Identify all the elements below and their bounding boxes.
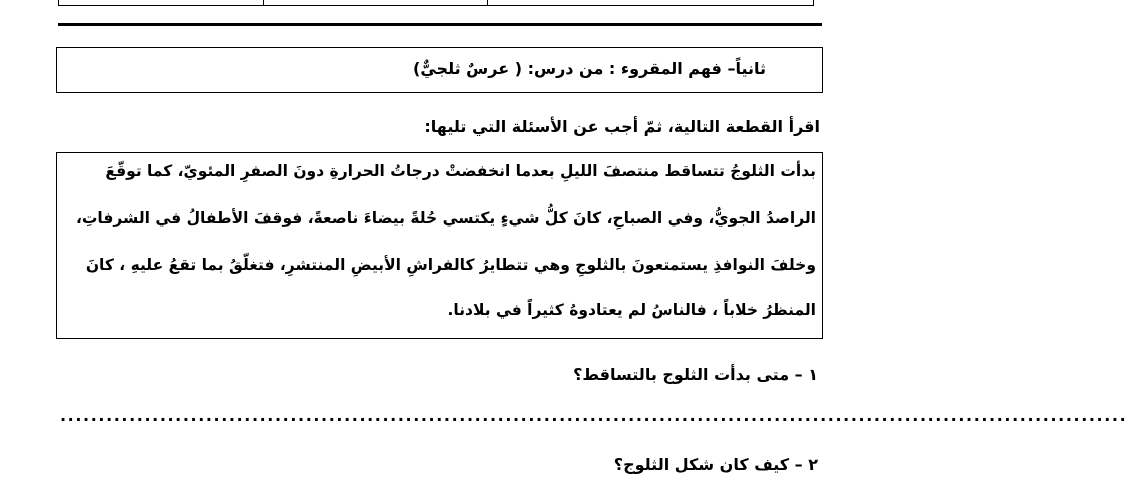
passage-line: بدأت الثلوجُ تتساقط منتصفَ الليلِ بعدما انخفضتْ درجاتُ الحرارةِ دونَ الصفرِ المئويّ، كما توقّعَ: [105, 162, 816, 180]
answer-dotted-line[interactable]: ...........................................................................................................................................: [60, 406, 1127, 425]
top-table-remnant: [58, 0, 814, 6]
section-heading-box: [56, 47, 823, 93]
reading-passage-box: [56, 152, 823, 339]
passage-line: الراصدُ الجويُّ، وفي الصباحِ، كانَ كلُّ شيءٍ يكتسي حُلةً بيضاءَ ناصعةً، فوقفَ الأطفالُ في الشرفاتِ،: [75, 209, 816, 227]
passage-line: وخلفَ النوافذِ يستمتعونَ بالثلوجِ وهي تتطايرُ كالفراشِ الأبيضِ المنتشرِ، فتغلّقُ بما تقعُ عليهِ ، كانَ: [85, 256, 816, 274]
table-cell-divider: [487, 0, 488, 6]
passage-line: المنظرُ خلاباً ، فالناسُ لم يعتادوهُ كثيراً في بلادنا.: [447, 301, 816, 319]
section-separator-rule: [58, 23, 822, 26]
table-cell-divider: [263, 0, 264, 6]
question-2: ٢ – كيف كان شكل الثلوج؟: [613, 455, 818, 474]
reading-instruction: اقرأ القطعة التالية، ثمّ أجب عن الأسئلة التي تليها:: [424, 117, 820, 136]
question-1: ١ – متى بدأت الثلوج بالتساقط؟: [573, 365, 818, 384]
section-title: ثانياً– فهم المقروء : من درس: ( عرسٌ ثلجيٌّ): [413, 59, 766, 78]
